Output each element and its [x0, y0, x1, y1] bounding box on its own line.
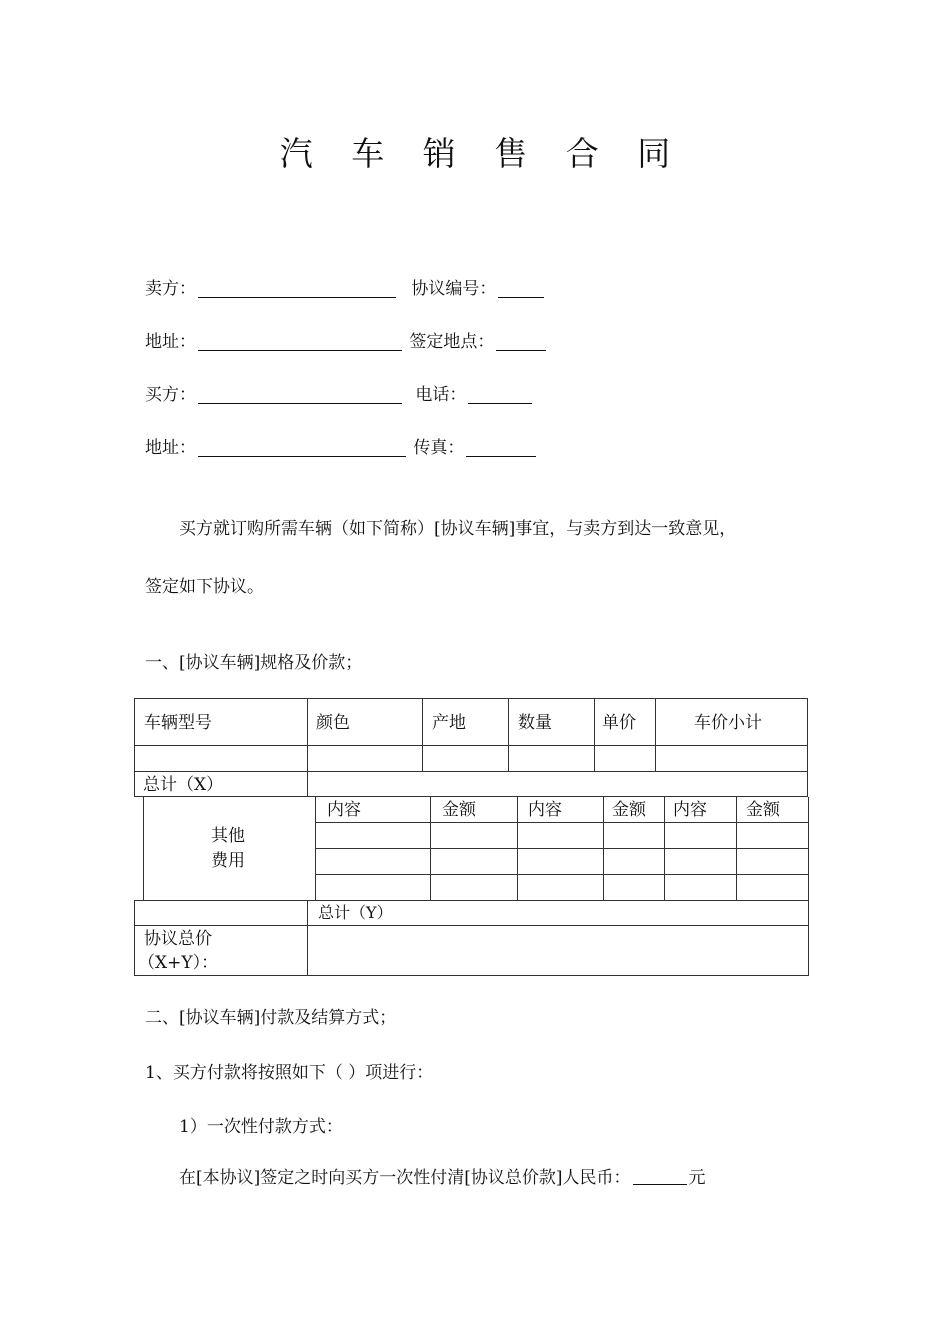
sign-place-label: 签定地点： — [409, 332, 495, 352]
buyer-row — [145, 383, 534, 407]
payment-amount-blank[interactable] — [633, 1166, 687, 1185]
payment-option-1-detail: 在[本协议]签定之时向买方一次性付清[协议总价款]人民币： — [179, 1168, 631, 1188]
address2-label: 地址： — [145, 438, 196, 458]
sign-place-blank[interactable] — [496, 332, 546, 351]
payment-line: 1、买方付款将按照如下（ ）项进行： — [145, 1063, 434, 1083]
seller-label: 卖方： — [145, 279, 196, 299]
section-1-heading: 一、[协议车辆]规格及价款； — [145, 653, 363, 673]
payment-option-1: 1）一次性付款方式： — [179, 1117, 343, 1137]
header-quantity: 数量 — [518, 713, 552, 733]
total-x-label: 总计（X） — [143, 775, 224, 795]
agreement-total-label-2: （X+Y）： — [138, 953, 219, 973]
intro-line-2: 签定如下协议。 — [145, 577, 264, 597]
document-title: 汽 车 销 售 合 同 — [279, 134, 685, 173]
other-fees-label-1: 其他 — [211, 826, 245, 846]
fee-header-content-3: 内容 — [673, 800, 707, 820]
fee-header-amount-2: 金额 — [612, 800, 646, 820]
header-unit-price: 单价 — [602, 713, 636, 733]
fee-header-content-1: 内容 — [327, 800, 361, 820]
agreement-no-label: 协议编号： — [411, 279, 497, 299]
phone-blank[interactable] — [468, 385, 532, 404]
address2-blank[interactable] — [198, 438, 406, 457]
fax-blank[interactable] — [466, 438, 536, 457]
address1-row — [145, 330, 548, 354]
fee-header-amount-3: 金额 — [746, 800, 780, 820]
address1-blank[interactable] — [198, 332, 402, 351]
seller-row — [145, 277, 546, 301]
phone-label: 电话： — [415, 385, 467, 405]
fax-label: 传真： — [413, 438, 465, 458]
other-fees-label-2: 费用 — [211, 851, 245, 871]
payment-unit: 元 — [688, 1168, 706, 1188]
intro-line-1: 买方就订购所需车辆（如下简称）[协议车辆]事宜，与卖方到达一致意见， — [179, 519, 737, 539]
agreement-no-blank[interactable] — [498, 279, 544, 298]
fee-header-amount-1: 金额 — [442, 800, 476, 820]
header-vehicle-model: 车辆型号 — [144, 713, 212, 733]
header-subtotal: 车价小计 — [694, 713, 762, 733]
payment-option-1-detail-row — [179, 1163, 706, 1188]
seller-blank[interactable] — [198, 279, 396, 298]
address2-row — [145, 436, 538, 460]
address1-label: 地址： — [145, 332, 196, 352]
buyer-label: 买方： — [145, 385, 196, 405]
buyer-blank[interactable] — [198, 385, 402, 404]
header-origin: 产地 — [432, 713, 466, 733]
agreement-total-label-1: 协议总价 — [144, 929, 212, 949]
section-2-heading: 二、[协议车辆]付款及结算方式； — [145, 1008, 397, 1028]
fee-header-content-2: 内容 — [528, 800, 562, 820]
total-y-label: 总计（Y） — [318, 903, 393, 922]
header-color: 颜色 — [316, 713, 350, 733]
